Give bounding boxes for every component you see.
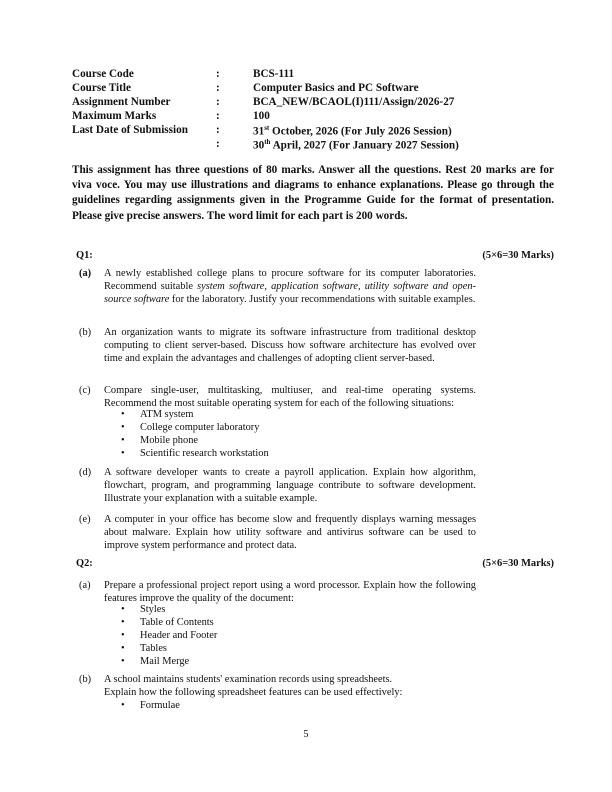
assignment-number-label: Assignment Number [72,96,171,108]
q2-b-bullet-list [104,700,484,713]
list-item: • Scientific research workstation [104,448,484,461]
colon: : [216,110,220,122]
q1-heading: Q1: [76,250,93,261]
last-date-label: Last Date of Submission [72,124,188,136]
maximum-marks-value: 100 [253,110,270,122]
colon: : [216,138,220,150]
q1-d-label: (d) [79,467,92,478]
assignment-instructions: This assignment has three questions of 80 marks. Answer all the questions. Rest 20 marks are for viva voce. You may use illustrations and diagrams to enhance explanations. Please go through the guidelines regarding assignments given in the Programme Guide for the format of presentation. Please give precise answers. The word limit for each part is 200 words. [72,164,554,222]
q2-b-line-2: Explain how the following spreadsheet features can be used effectively: [104,687,403,698]
course-title-value: Computer Basics and PC Software [253,82,419,94]
last-date-value-july: 31st October, 2026 (For July 2026 Session) [253,124,452,138]
q2-a-label: (a) [79,580,91,591]
page-number: 5 [303,729,309,740]
q1-c-label: (c) [79,385,91,396]
list-item: • College computer laboratory [104,422,484,435]
course-code-value: BCS-111 [253,68,295,80]
assignment-number-value: BCA_NEW/BCAOL(I)111/Assign/2026-27 [253,96,455,108]
colon: : [216,68,220,80]
list-item: • Header and Footer [104,630,484,643]
maximum-marks-label: Maximum Marks [72,110,157,122]
q2-b-line-1: A school maintains students' examination records using spreadsheets. [104,674,393,685]
colon: : [216,82,220,94]
list-item: • ATM system [104,409,484,422]
q2-a-bullet-list [104,604,484,668]
q1-b-text: An organization wants to migrate its software infrastructure from traditional desktop computing to client server-based. Discuss how software architecture has evolved over time and explain the advantages and challenges of adopting client server-based. [104,327,476,364]
list-item: • Styles [104,604,484,617]
course-code-label: Course Code [72,68,134,80]
list-item: • Table of Contents [104,617,484,630]
colon: : [216,124,220,136]
q2-marks: (5×6=30 Marks) [482,558,554,569]
q1-marks: (5×6=30 Marks) [482,250,554,261]
list-item: • Mail Merge [104,656,484,669]
q1-a-label: (a) [79,268,92,279]
colon: : [216,96,220,108]
list-item: • Tables [104,643,484,656]
q1-b-label: (b) [79,327,92,338]
list-item: • Mobile phone [104,435,484,448]
course-title-label: Course Title [72,82,131,94]
q1-a-text: A newly established college plans to procure software for its computer laboratories. Recommend suitable system software, application software, utility software and open-source software for the laboratory. Justify your recommendations with suitable examples. [104,268,476,305]
q2-b-label: (b) [79,674,92,685]
q1-d-text: A software developer wants to create a payroll application. Explain how algorithm, flowchart, program, and programming language contribute to software development. Illustrate your explanation with a suitable example. [104,467,476,504]
q1-e-label: (e) [79,514,91,525]
q1-e-text: A computer in your office has become slow and frequently displays warning messages about malware. Explain how utility software and antivirus software can be used to improve system performance and protect data. [104,514,476,551]
q1-c-bullet-list [104,409,484,461]
q1-c-text: Compare single-user, multitasking, multiuser, and real-time operating systems. Recommend the most suitable operating system for each of the following situations: [104,385,476,409]
q2-heading: Q2: [76,558,93,569]
list-item: • Formulae [104,700,484,713]
q2-a-text: Prepare a professional project report using a word processor. Explain how the following features improve the quality of the document: [104,580,476,604]
last-date-value-january: 30th April, 2027 (For January 2027 Session) [253,138,459,152]
